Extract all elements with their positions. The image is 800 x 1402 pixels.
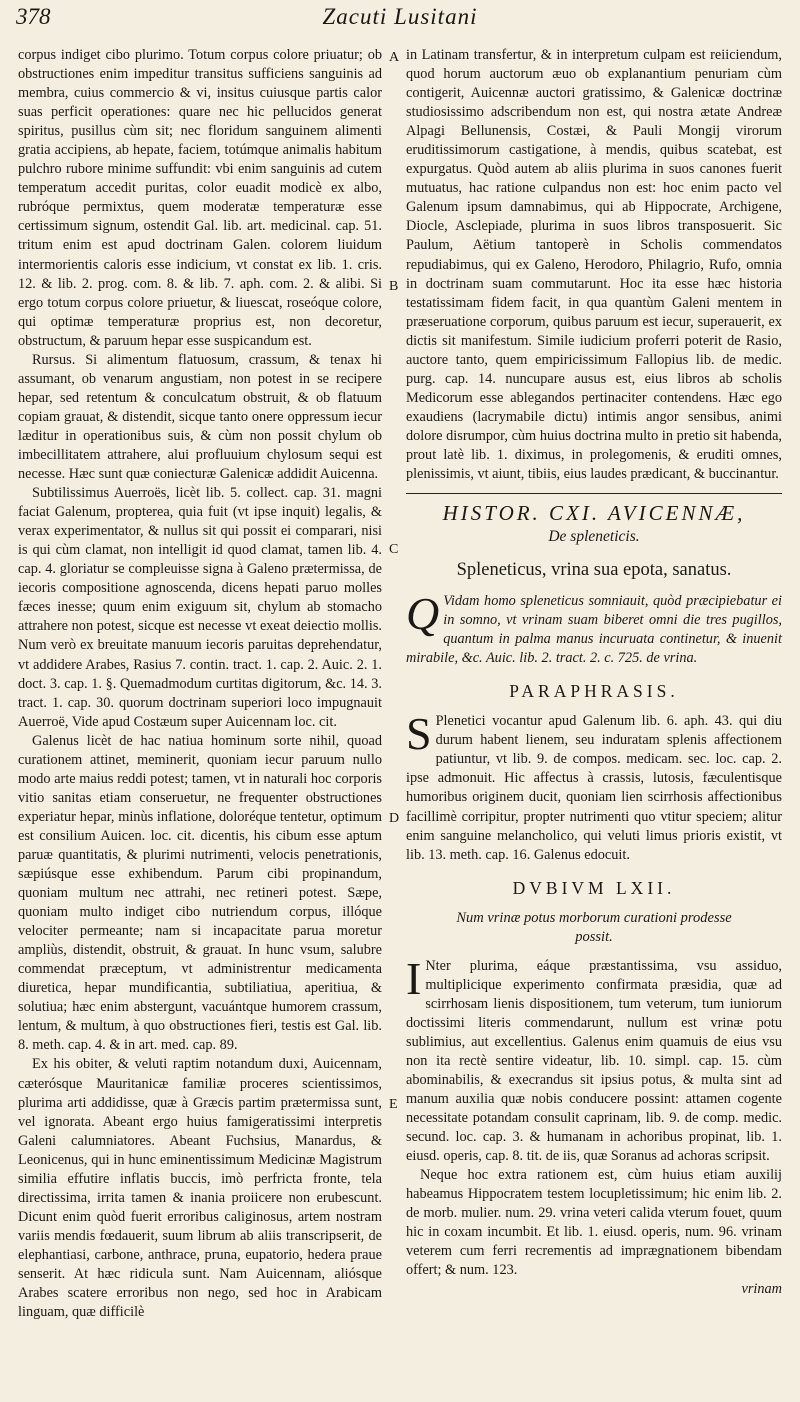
case-text bbox=[406, 588, 782, 668]
history-subheading: De spleneticis. bbox=[548, 528, 640, 546]
paraphrasis-body: Plenetici vocantur apud Galenum lib. 6. aph. 43. qui diu durum habent lienem, seu induratam splenis affectionem patiuntur, vt lib. 9. de compos. medicam. sec. loc. cap. 2. ipse admonuit. Hic affectus à crassis, lutosis, fæculentisque humoribus originem ducit, quoniam lien scirrhosis affectionibus facillimè corripitur, propter nutrimenti quo vtitur speciem; alitur enim sanguine melancholico, qui veluti limus prioris existit, vt lib. 13. meth. cap. 16. Galenus edocuit. bbox=[406, 713, 782, 863]
running-head: Zacuti Lusitani bbox=[322, 4, 478, 29]
margin-marker-c: C bbox=[389, 542, 399, 557]
paragraph: Ex his obiter, & veluti raptim notandum duxi, Auicennam, cæterósque Mauritanicæ familiæ proceres scientissimos, plurima arti addidisse, quæ à Græcis partim prætermissa sunt, vel ignorata. Abeant ergo huius famigeratissimi interpretis Galeni calumniatores. Abeant Fuchsius, Manardus, & Leonicenus, qui in hunc eminentissimum Medicinæ Magistrum similia effutire inflatis buccis, imò perfricta fronte, tela directissima, irrita tamen & inania proiicere non erubescunt. Dicunt enim quòd fuerit erroribus caliginosus, artem nostram variis mendis fœdauerit, suum librum ab aliis transcripserit, de elephantiasi, carbone, anthrace, pruna, eupatorio, hedera praue senserit. At hæc ridicula sunt. Nam Auicennam, aliósque Arabes scatere erroribus non nego, sed hoc in Arabicam linguam, quæ difficilè bbox=[18, 1056, 382, 1321]
dubium-body: Nter plurima, eáque præstantissima, vsu assiduo, multiplicique experimento confirmata præsidia, quæ ad scirrhosam lienis dispositionem, tum veterum, tum iuniorum doctissimi literis commendarunt, nullum est vrinæ potu sublimius, aut excellentius. Galenus enim quamuis de eius vsu non ita rectè sentire videatur, lib. 10. simpl. cap. 15. cùm abominabilis, & execrandus sit ipsius potus, & multa sint ad manum auxilia quæ nobis conducere possint: attamen cogente necessitate potandam consulit caprinam, lib. 9. de comp. medic. secund. loc. cap. 3. & humanam in achoribus propinat, lib. 1. eiusd. operis, cap. 8. tit. de iis, quæ Soranus ad achoras scripsit. bbox=[406, 957, 782, 1165]
drop-cap: I bbox=[406, 952, 422, 1004]
drop-cap: S bbox=[406, 708, 432, 760]
section-divider bbox=[406, 493, 782, 494]
margin-marker-a: A bbox=[389, 50, 400, 65]
paraphrasis-heading: PARAPHRASIS. bbox=[509, 681, 679, 702]
dubium-heading: DVBIVM LXII. bbox=[512, 877, 676, 898]
case-body: Vidam homo spleneticus somniauit, quòd præcipiebatur ei in somno, vt vrinam suam biberet omni die tres pugillos, quantum in palma manus incuruata continetur, & inuenit mirabile, &c. Auic. lib. 2. tract. 2. c. 725. de vrina. bbox=[406, 593, 782, 667]
paragraph: Galenus licèt de hac natiua hominum sorte nihil, quoad curationem attinet, meminerit, quoniam iecur paruum nullo modo arte maius reddi potest; tamen, vt in naturali hoc corporis vitio sanitas etiam conseruetur, ne frequenter obstructiones experiatur hepar, minùs inflatione, doloréque tentetur, optimum est consilium Auicen. loc. cit. dicentis, his cibum esse aptum paruæ quantitatis, & plurimi nutrimenti, velocis penetrationis, sæpiúsque esse exhibendum. Parum cibi propinandum, quoniam multum nec attrahi, nec retineri potest. Sæpe, quoniam multo indiget cibo nutriendum corpus, illóque velociter permeante; nam si incapacitate parua moretur ampliùs, distendit, obstruit, & grauat. In hunc vsum, salubre commendat præceptum, vt administrentur medicamenta diuretica, hepar mundificantia, subtiliatiua, aperitiua, & solutiua; hæc enim abstergunt, vacuántque humorem crassum, lentum, & multum, à quo obstructiones fieri, testis est Gal. lib. 8. meth. cap. 4. & in art. med. cap. 89. bbox=[18, 732, 382, 1054]
margin-marker-b: B bbox=[389, 279, 399, 294]
margin-marker-e: E bbox=[389, 1097, 398, 1112]
paragraph: Subtilissimus Auerroës, licèt lib. 5. collect. cap. 31. magni faciat Galenum, propterea, quia fuit (vt ipse inquit) legalis, & verax experimentator, & nullus sit qui possit ei comparari, nisi is qui cùm clamat, non intelligit id quod clamat, tamen lib. 4. cap. 4. gloriatur se compleuisse signa à Galeno prætermissa, de iecoris compositione agnoscenda, dicens hepati paruo molles fæces inesse; quum enim exiguum sit, chylum ab stomacho attrahere non potest, sicque est necesse vt exeat deiectio mollis. Num verò ex breuitate manuum iecoris paruitas deprehendatur, vt addidere Arabes, Rasius 7. contin. tract. 1. cap. 2. Auic. 2. 1. doct. 3. cap. 1. §. Quemadmodum curtitas digitorum, &c. 14. 3. tract. 1. cap. 30. quorum doctrinam superiori loco impugnauit Auerroë, Vide apud Costæum super Auicennam loc. cit. bbox=[18, 485, 382, 730]
paragraph: corpus indiget cibo plurimo. Totum corpus colore priuatur; ob obstructiones enim impeditur transitus sufficiens sanguinis ad membra, cuius commercio & vi, insitus cuiusque partis calor suas perficit operationes: quare nec hic pellucidos generat spiritus, pusillus cùm sit; nec floridum sanguinem alimenti gratia accipiens, ab hepate, faciem, totúmque animalis habitum pulchro rubore minime suffundit: vbi enim sanguinis ad cutem temperatum accedit puritas, color euadit modicè ex albo, rubróque permixtus, quem moderatæ temperaturæ esse certissimum signum, ostendit Gal. lib. art. medicinal. cap. 51. tritum enim est apud doctrinam Galen. colorem liuidum intermorientis caloris esse indicium, vt constat ex lib. 1. cris. 12. & lib. 2. prog. com. 8. & lib. 7. aph. com. 2. & alibi. Si ergo totum corpus colore priuetur, & liuescat, roseóque colore, qui optimæ temperaturæ proprius est, non decoretur, obstructum, & paruum hepar esse suspicandum est. bbox=[18, 47, 382, 349]
history-heading: HISTOR. CXI. AVICENNÆ, bbox=[442, 501, 746, 526]
catchword: vrinam bbox=[741, 1281, 782, 1298]
paragraph: in Latinam transfertur, & in interpretum culpam est reiiciendum, quod horum auctorum æuo ob explanantium penuriam cùm contigerit, Auicennæ auctori gratissimo, & Galenicæ doctrinæ studiosissimo adscribendum non est, qui nostra ætate Andreæ Alpagi Bellunensis, Costæi, & Pauli Mongij virorum eruditissimorum castigatione, à mendis, quibus scatebat, est expurgatus. Quòd autem ab aliis plurima in suos canones fuerit mutuatus, hac ratione culpandus non est: hoc enim pacto vel Galenum ipsum damnabimus, qui ab Hippocrate, Archigene, Diocle, Asclepiade, plurima in suos libros transposuerit. Sic Paulum, Aëtium tantoperè in Scholis commendatos repudiabimus, qui ex Galeno, Herodoro, Philagrio, Rufo, omnia in doctrinam suam commutarunt. Hoc ita esse hæc historia testatissimam fidem facit, in qua quantùm Galeni mentem in præseruatione corporum, quibus paruum est iecur, superauerit, ex dictis sit manifestum. Simile iudicium proferri poterit de Rasio, auctore tanto, quem empiricissimum Fallopius lib. de medic. purg. cap. 14. nuncupare ausus est, eius libros ab scholis Medicorum esse ablegandos pertinaciter contendens. Hæc ego exaudiens (lacrymabile dictu) intimis angor sensibus, animi dolore disrumpor, cùm huius doctrina multo in pretio sit habenda, prout latè lib. 1. diximus, in prolegomenis, & eruditi omnes, plenissimis, vt aiunt, tibiis, eius laudes prædicant, & buccinantur. bbox=[406, 47, 782, 483]
paraphrasis-text bbox=[406, 708, 782, 864]
case-title: Spleneticus, vrina sua epota, sanatus. bbox=[456, 560, 732, 581]
dubium-text bbox=[406, 952, 782, 1167]
page-number: 378 bbox=[16, 4, 51, 29]
right-column bbox=[406, 46, 782, 1299]
paragraph: Neque hoc extra rationem est, cùm huius etiam auxilij habeamus Hippocratem testem locupletissimum; hic enim lib. 2. de morb. mulier. num. 29. vrina veteri calida vterum fouet, quum hic in coxam incumbit. Et lib. 1. eiusd. operis, num. 96. vrinam veterem cum ferri recrementis ad imprægnationem bibendam offert; & num. 123. bbox=[406, 1167, 782, 1279]
dubium-question: Num vrinæ potus morborum curationi prodesse possit. bbox=[456, 909, 732, 945]
left-column bbox=[18, 46, 382, 1322]
paragraph: Rursus. Si alimentum flatuosum, crassum, & tenax hi assumant, ob venarum angustiam, non potest in se recipere hepar, sed retentum & conculcatum obstruit, & ob flatuum copiam grauat, & distendit, sicque tanto onere oppressum iecur læditur in operationibus suis, & cùm non possit chylum ob imbecillitatem attrahere, alui profluuium chylosum sequi est necesse. Hæc sunt quæ coniecturæ Galenicæ addidit Auicenna. bbox=[18, 351, 382, 483]
drop-cap: Q bbox=[406, 588, 440, 640]
margin-marker-d: D bbox=[389, 811, 400, 826]
